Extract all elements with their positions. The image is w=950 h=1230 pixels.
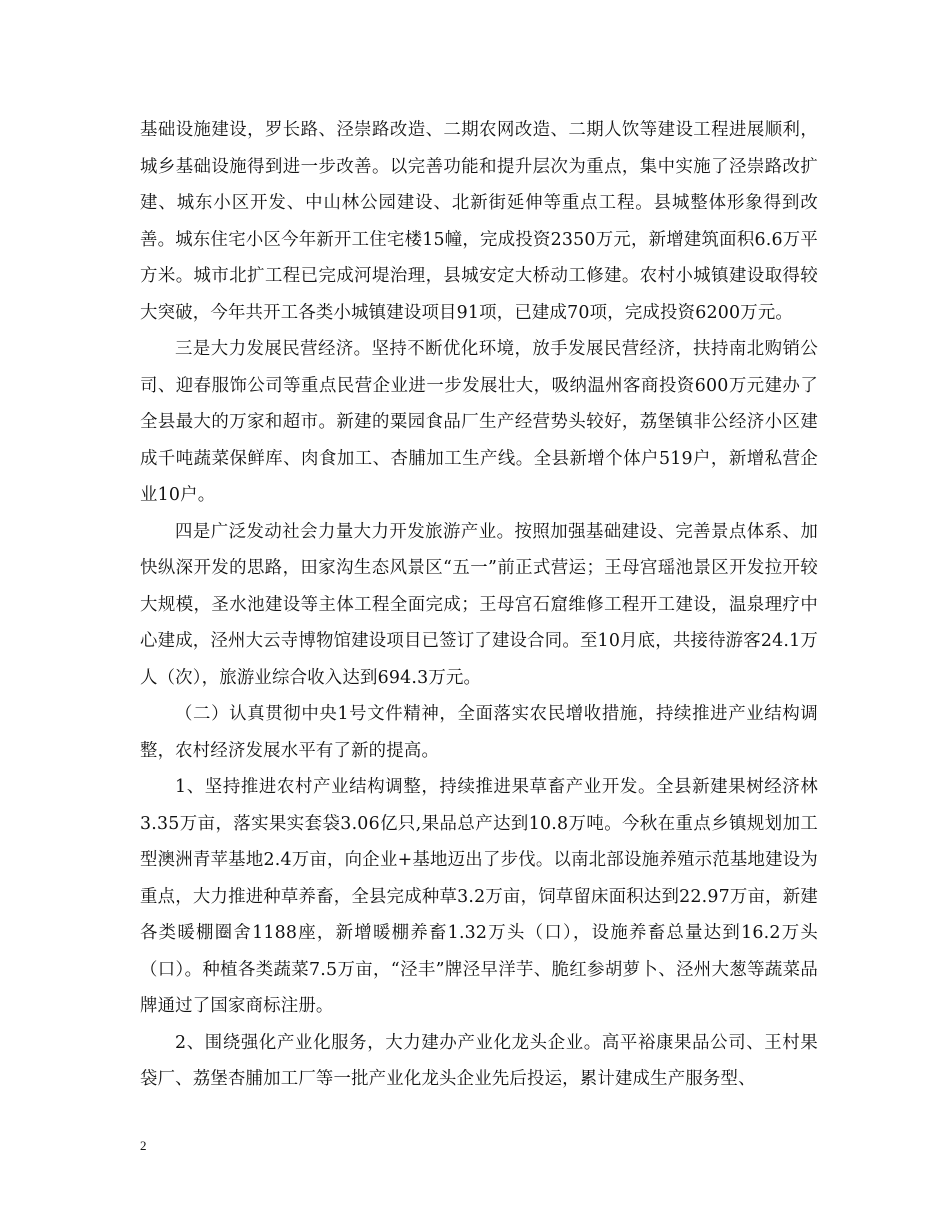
paragraph-industrialization: 2、围绕强化产业化服务，大力建办产业化龙头企业。高平裕康果品公司、王村果袋厂、荔堡杏脯加工厂等一批产业化龙头企业先后投运，累计建成生产服务型、 [140, 1032, 818, 1089]
page-number: 2 [140, 1138, 147, 1153]
paragraph-private-economy: 三是大力发展民营经济。坚持不断优化环境，放手发展民营经济，扶持南北购销公司、迎春服饰公司等重点民营企业进一步发展壮大，吸纳温州客商投资600万元建办了全县最大的万家和超市。新建的粟园食品厂生产经营势头较好，荔堡镇非公经济小区建成千吨蔬菜保鲜库、肉食加工、杏脯加工生产线。全县新增个体户519户，新增私营企业10户。 [140, 339, 818, 505]
paragraph-infrastructure: 基础设施建设，罗长路、泾崇路改造、二期农网改造、二期人饮等建设工程进展顺利，城乡基础设施得到进一步改善。以完善功能和提升层次为重点，集中实施了泾崇路改扩建、城东小区开发、中山林公园建设、北新街延伸等重点工程。县城整体形象得到改善。城东住宅小区今年新开工住宅楼15幢，完成投资2350万元，新增建筑面积6.6万平方米。城市北扩工程已完成河堤治理，县城安定大桥动工修建。农村小城镇建设取得较大突破，今年共开工各类小城镇建设项目91项，已建成70项，完成投资6200万元。 [140, 120, 818, 323]
document-body [140, 112, 818, 1098]
paragraph-tourism: 四是广泛发动社会力量大力开发旅游产业。按照加强基础建设、完善景点体系、加快纵深开发的思路，田家沟生态风景区“五一”前正式营运；王母宫瑶池景区开发拉开较大规模，圣水池建设等主体工程全面完成；王母宫石窟维修工程开工建设，温泉理疗中心建成，泾州大云寺博物馆建设项目已签订了建设合同。至10月底，共接待游客24.1万人（次），旅游业综合收入达到694.3万元。 [140, 521, 818, 688]
paragraph-industry-structure: 1、坚持推进农村产业结构调整，持续推进果草畜产业开发。全县新建果树经济林3.35万亩，落实果实套袋3.06亿只,果品总产达到10.8万吨。今秋在重点乡镇规划加工型澳洲青苹基地2.4万亩，向企业+基地迈出了步伐。以南北部设施养殖示范基地建设为重点，大力推进种草养畜，全县完成种草3.2万亩，饲草留床面积达到22.97万亩，新建各类暖棚圈舍1188座，新增暖棚养畜1.32万头（口），设施养畜总量达到16.2万头（口）。种植各类蔬菜7.5万亩，“泾丰”牌泾早洋芋、脆红参胡萝卜、泾州大葱等蔬菜品牌通过了国家商标注册。 [140, 777, 818, 1016]
paragraph-section-two-heading: （二）认真贯彻中央1号文件精神，全面落实农民增收措施，持续推进产业结构调整，农村经济发展水平有了新的提高。 [140, 704, 818, 761]
